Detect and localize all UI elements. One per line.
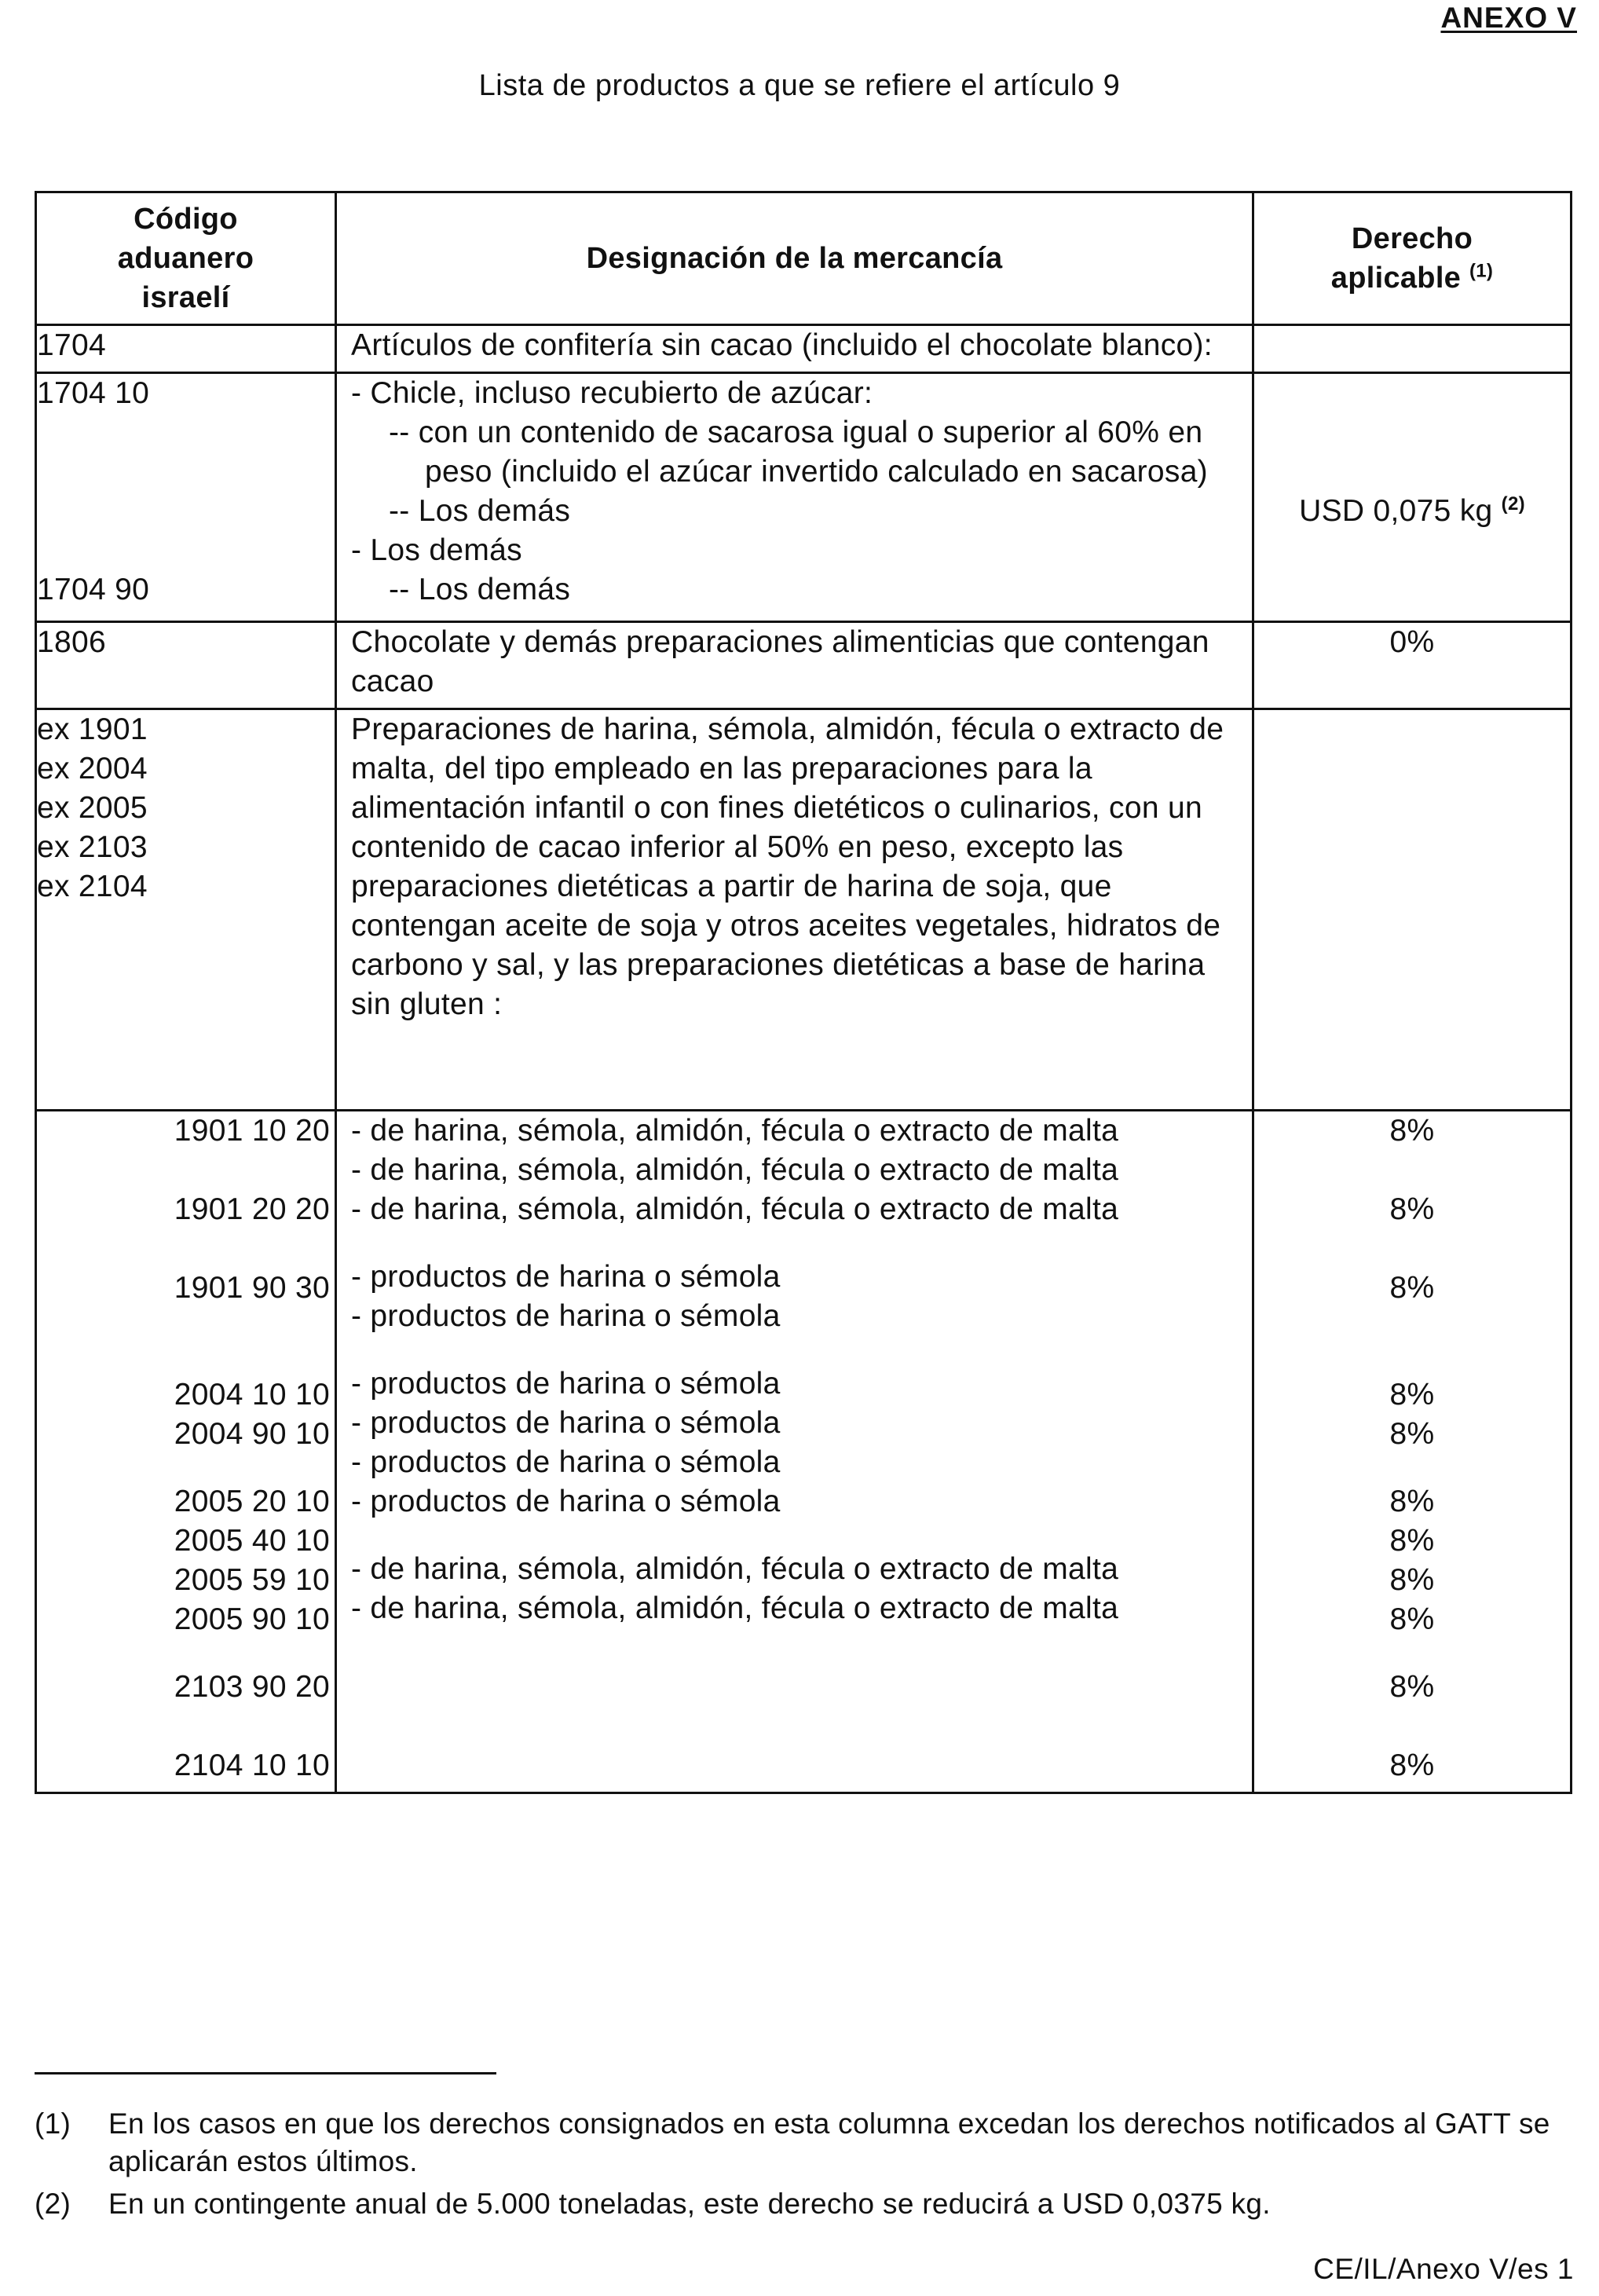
duty-cell: USD 0,075 kg $^{(2)}$ xyxy=(1253,373,1572,622)
page-reference: CE/IL/Anexo V/es 1 xyxy=(1313,2253,1574,2285)
code-cell: 1806 xyxy=(36,622,336,709)
header-description: Designación de la mercancía xyxy=(336,192,1253,325)
footnotes xyxy=(35,2105,1574,2228)
annex-label: ANEXO V xyxy=(1440,2,1577,34)
footnote-ref-2: (2) xyxy=(1501,493,1525,514)
table-row xyxy=(36,622,1572,709)
footnote-ref-1: (1) xyxy=(1469,260,1494,282)
description-cell: - Chicle, incluso recubierto de azúcar: -- con un contenido de sacarosa igual o superior al 60% en peso (incluido el azúcar invertido calculado en sacarosa) -- Los demás - Los demás -- Los demás xyxy=(336,373,1253,622)
description-cell: Chocolate y demás preparaciones alimenticias que contengan cacao xyxy=(336,622,1253,709)
code-cell: 1704 xyxy=(36,325,336,373)
duty-cell xyxy=(1253,709,1572,1111)
description-cell: - de harina, sémola, almidón, fécula o extracto de malta - de harina, sémola, almidón, fécula o extracto de malta - de harina, sémola, almidón, fécula o extracto de malta - productos de harina o sémola - productos de harina o sémola - productos de harina o sémola - productos de harina o sémola - productos de harina o sémola - productos de harina o sémola - de harina, sémola, almidón, fécula o extracto de malta - de harina, sémola, almidón, fécula o extracto de malta xyxy=(336,1111,1253,1793)
header-duty: Derecho aplicable $^{(1)}$ xyxy=(1253,192,1572,325)
footnote-divider xyxy=(35,2072,496,2074)
table-row xyxy=(36,325,1572,373)
document-title: Lista de productos a que se refiere el artículo 9 xyxy=(478,69,1121,102)
code-cell: ex 1901 ex 2004 ex 2005 ex 2103 ex 2104 xyxy=(36,709,336,1111)
description-cell: Preparaciones de harina, sémola, almidón, fécula o extracto de malta, del tipo empleado en las preparaciones para la alimentación infantil o con fines dietéticos o culinarios, con un contenido de cacao inferior al 50% en peso, excepto las preparaciones dietéticas a partir de harina de soja, que contengan aceite de soja y otros aceites vegetales, hidratos de carbono y sal, y las preparaciones dietéticas a base de harina sin gluten : xyxy=(336,709,1253,1111)
code-cell: 1704 10 1704 90 xyxy=(36,373,336,622)
duty-cell: 8% 8% 8% 8% 8% 8% 8% 8% 8% 8% 8% xyxy=(1253,1111,1572,1793)
goods-table xyxy=(35,191,1572,1794)
table-row xyxy=(36,373,1572,622)
table-header-row xyxy=(36,192,1572,325)
duty-cell: 0% xyxy=(1253,622,1572,709)
footnote-2: (2) En un contingente anual de 5.000 toneladas, este derecho se reducirá a USD 0,0375 kg. xyxy=(35,2188,1271,2220)
table-row xyxy=(36,1111,1572,1793)
table-row xyxy=(36,709,1572,1111)
duty-cell xyxy=(1253,325,1572,373)
footnote-1: (1) En los casos en que los derechos consignados en esta columna excedan los derechos notificados al GATT se aplicarán estos últimos. xyxy=(35,2107,1550,2177)
code-cell: 1901 10 20 1901 20 20 1901 90 30 2004 10 10 2004 90 10 2005 20 10 2005 40 10 2005 59 10 2005 90 10 2103 90 20 2104 10 10 xyxy=(36,1111,336,1793)
description-cell: Artículos de confitería sin cacao (incluido el chocolate blanco): xyxy=(336,325,1253,373)
header-code: Código aduanero israelí xyxy=(36,192,336,325)
